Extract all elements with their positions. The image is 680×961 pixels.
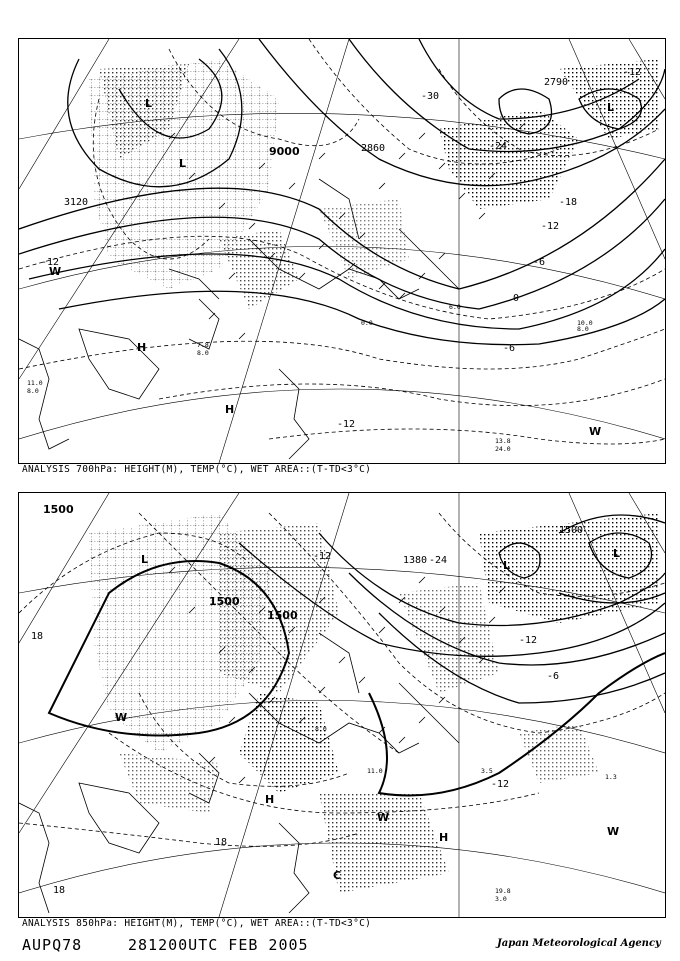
temp-label: -24: [489, 141, 508, 152]
agency-name: Japan Meteorological Agency: [497, 938, 661, 949]
warm-center: W: [49, 265, 62, 278]
temp-label: 0: [513, 293, 520, 304]
temp-label: -12: [519, 635, 538, 646]
map-700hpa-canvas: [19, 39, 665, 463]
height-label: 1380: [403, 555, 428, 566]
svg-text:7.8: 7.8: [197, 341, 209, 349]
low-center: L: [607, 101, 615, 114]
temp-label: -12: [623, 67, 642, 78]
svg-text:19.8: 19.8: [495, 887, 511, 895]
temp-label: -12: [491, 779, 510, 790]
svg-text:3.5: 3.5: [481, 767, 493, 775]
svg-text:24.0: 24.0: [495, 445, 511, 453]
product-code: AUPQ78: [22, 936, 83, 954]
height-label: 1500: [559, 525, 584, 536]
svg-text:8.0: 8.0: [577, 325, 589, 333]
svg-text:1.3: 1.3: [605, 773, 617, 781]
temp-label: -18: [559, 197, 578, 208]
svg-text:11.0: 11.0: [367, 767, 383, 775]
temp-label: 18: [215, 837, 228, 848]
svg-text:8.0: 8.0: [197, 349, 209, 357]
height-label: 2860: [361, 143, 386, 154]
temp-label: -6: [533, 257, 546, 268]
low-center: L: [179, 157, 187, 170]
height-label: 1500: [209, 595, 240, 608]
temp-label: 18: [53, 885, 66, 896]
height-label: 1500: [43, 503, 74, 516]
temp-label: -12: [541, 221, 560, 232]
svg-text:6.0: 6.0: [449, 303, 461, 311]
map-700hpa: [18, 38, 666, 464]
wet-area-shading: [89, 59, 659, 309]
svg-text:11.0: 11.0: [27, 379, 43, 387]
height-label: 9000: [269, 145, 300, 158]
map-700hpa-caption: ANALYSIS 700hPa: HEIGHT(M), TEMP(°C), WET AREA::(T-TD<3°C): [22, 464, 372, 475]
high-center: H: [225, 403, 235, 416]
temp-label: -30: [421, 91, 440, 102]
svg-text:10.0: 10.0: [577, 319, 593, 327]
temp-label: -12: [337, 419, 356, 430]
temp-label: -6: [547, 671, 560, 682]
height-label: 2790: [544, 77, 569, 88]
low-center: L: [141, 553, 149, 566]
map-850hpa-caption: ANALYSIS 850hPa: HEIGHT(M), TEMP(°C), WET AREA::(T-TD<3°C): [22, 918, 372, 929]
height-label: 3120: [64, 197, 89, 208]
svg-text:8.0: 8.0: [315, 725, 327, 733]
temp-label: -12: [41, 257, 60, 268]
cold-center: C: [333, 869, 342, 882]
warm-center: W: [607, 825, 620, 838]
height-label: 1500: [267, 609, 298, 622]
temp-label: -12: [313, 551, 332, 562]
low-center: L: [613, 547, 621, 560]
svg-text:8.0: 8.0: [27, 387, 39, 395]
temp-label: -6: [503, 343, 516, 354]
svg-text:3.0: 3.0: [495, 895, 507, 903]
map-850hpa: [18, 492, 666, 918]
low-center: L: [145, 97, 153, 110]
temp-label: -24: [429, 555, 448, 566]
valid-time: 281200UTC FEB 2005: [128, 936, 309, 954]
temp-label: 18: [31, 631, 44, 642]
station-values: [27, 303, 593, 453]
warm-center: W: [589, 425, 602, 438]
warm-center: W: [115, 711, 128, 724]
warm-center: W: [377, 811, 390, 824]
svg-text:0.0: 0.0: [361, 319, 373, 327]
high-center: H: [137, 341, 147, 354]
low-center: L: [503, 559, 511, 572]
high-center: H: [439, 831, 449, 844]
high-center: H: [265, 793, 275, 806]
map-850hpa-canvas: [19, 493, 665, 917]
svg-text:13.8: 13.8: [495, 437, 511, 445]
